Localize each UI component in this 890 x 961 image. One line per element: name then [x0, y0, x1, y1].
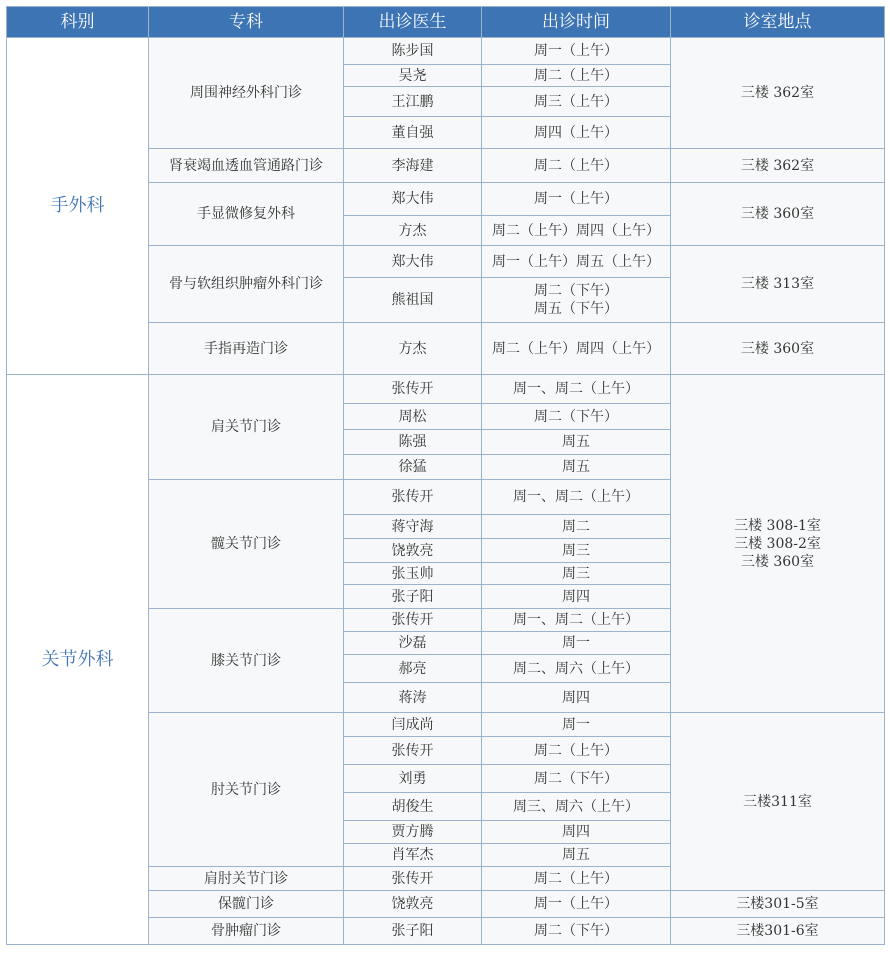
location-line: 三楼 308-1室: [734, 517, 821, 534]
time-cell: [482, 713, 671, 737]
doctor-cell: 张传开: [344, 480, 482, 515]
specialty-cell: 手指再造门诊: [149, 323, 344, 375]
doctor-cell: 饶敦亮: [344, 891, 482, 918]
time-line: 周一、周二（上午）: [513, 612, 639, 628]
time-cell: [482, 609, 671, 632]
time-cell: [482, 183, 671, 216]
time-line: 周五: [562, 434, 590, 450]
time-line: 周二（上午）周四（上午）: [492, 222, 660, 239]
time-cell: [482, 765, 671, 793]
specialty-cell: 肩关节门诊: [149, 375, 344, 480]
time-line: 周二（上午）: [534, 157, 618, 174]
time-line: 周三: [562, 542, 590, 559]
location-cell: [671, 149, 885, 183]
location-line: 三楼301-6室: [736, 923, 819, 939]
time-cell: [482, 539, 671, 563]
time-line: 周二（下午）: [534, 770, 618, 787]
time-line: 周四: [562, 824, 590, 840]
time-line: 周四: [562, 689, 590, 706]
time-line: 周三（上午）: [534, 93, 618, 110]
location-line: 三楼 313室: [740, 276, 815, 292]
header-specialty: 专科: [149, 7, 344, 38]
specialty-cell: 肘关节门诊: [149, 713, 344, 867]
time-cell: [482, 430, 671, 455]
time-cell: [482, 246, 671, 278]
specialty-cell: 周围神经外科门诊: [149, 38, 344, 149]
time-cell: [482, 216, 671, 246]
doctor-cell: 张传开: [344, 867, 482, 891]
header-time: 出诊时间: [482, 7, 671, 38]
location-line: 三楼 360室: [740, 206, 815, 222]
time-line: 周一、周二（上午）: [513, 381, 639, 397]
time-cell: [482, 683, 671, 713]
time-cell: [482, 655, 671, 683]
doctor-cell: 张传开: [344, 375, 482, 404]
doctor-cell: 贾方腾: [344, 821, 482, 844]
time-line: 周三、周六（上午）: [513, 798, 639, 815]
doctor-cell: 胡俊生: [344, 793, 482, 821]
doctor-cell: 郑大伟: [344, 183, 482, 216]
table-row: [7, 38, 885, 65]
location-cell: [671, 375, 885, 713]
doctor-cell: 李海建: [344, 149, 482, 183]
location-line: 三楼 360室: [740, 340, 815, 357]
time-line: 周二（下午）: [534, 283, 618, 299]
time-line: 周五: [562, 847, 590, 863]
header-location: 诊室地点: [671, 7, 885, 38]
doctor-cell: 王江鹏: [344, 87, 482, 117]
location-cell: [671, 38, 885, 149]
specialty-cell: 保髋门诊: [149, 891, 344, 918]
doctor-cell: 蒋涛: [344, 683, 482, 713]
doctor-cell: 张传开: [344, 609, 482, 632]
time-line: 周一: [562, 716, 590, 733]
time-cell: [482, 844, 671, 867]
time-cell: [482, 278, 671, 323]
time-cell: [482, 87, 671, 117]
time-line: 周一（上午）: [534, 896, 618, 912]
doctor-cell: 张子阳: [344, 585, 482, 609]
doctor-cell: 张玉帅: [344, 563, 482, 585]
time-line: 周五: [562, 459, 590, 475]
time-cell: [482, 375, 671, 404]
time-line: 周二（下午）: [534, 408, 618, 425]
time-cell: [482, 563, 671, 585]
doctor-cell: 吴尧: [344, 65, 482, 87]
location-cell: [671, 918, 885, 945]
time-cell: [482, 404, 671, 430]
department-cell: 手外科: [7, 38, 149, 375]
doctor-cell: 张传开: [344, 737, 482, 765]
location-cell: [671, 246, 885, 323]
doctor-cell: 张子阳: [344, 918, 482, 945]
time-line: 周一（上午）周五（上午）: [492, 253, 660, 270]
doctor-cell: 熊祖国: [344, 278, 482, 323]
doctor-cell: 刘勇: [344, 765, 482, 793]
time-line: 周二（上午）: [534, 67, 618, 84]
table-row: [7, 375, 885, 404]
doctor-cell: 郑大伟: [344, 246, 482, 278]
time-cell: [482, 632, 671, 655]
time-cell: [482, 480, 671, 515]
time-line: 周四（上午）: [534, 124, 618, 141]
specialty-cell: 骨与软组织肿瘤外科门诊: [149, 246, 344, 323]
time-cell: [482, 918, 671, 945]
time-cell: [482, 515, 671, 539]
header-department: 科别: [7, 7, 149, 38]
location-line: 三楼 362室: [740, 157, 815, 174]
specialty-cell: 骨肿瘤门诊: [149, 918, 344, 945]
location-line: 三楼 362室: [740, 85, 815, 101]
time-line: 周二: [562, 518, 590, 535]
time-cell: [482, 323, 671, 375]
department-cell: 关节外科: [7, 375, 149, 945]
doctor-cell: 沙磊: [344, 632, 482, 655]
specialty-cell: 肩肘关节门诊: [149, 867, 344, 891]
time-line: 周一、周二（上午）: [513, 489, 639, 505]
doctor-cell: 方杰: [344, 216, 482, 246]
time-cell: [482, 737, 671, 765]
time-line: 周二（下午）: [534, 923, 618, 939]
time-cell: [482, 585, 671, 609]
doctor-cell: 陈强: [344, 430, 482, 455]
header-row: [7, 7, 885, 38]
clinic-schedule-table: [6, 6, 885, 945]
doctor-cell: 蒋守海: [344, 515, 482, 539]
specialty-cell: 膝关节门诊: [149, 609, 344, 713]
location-line: 三楼301-5室: [736, 896, 819, 912]
specialty-cell: 手显微修复外科: [149, 183, 344, 246]
specialty-cell: 髋关节门诊: [149, 480, 344, 609]
location-cell: [671, 323, 885, 375]
time-cell: [482, 867, 671, 891]
time-line: 周一（上午）: [534, 43, 618, 59]
doctor-cell: 陈步国: [344, 38, 482, 65]
time-line: 周一: [562, 635, 590, 651]
location-line: 三楼311室: [743, 793, 812, 810]
time-line: 周二（上午）: [534, 742, 618, 759]
time-line: 周三: [562, 565, 590, 582]
doctor-cell: 周松: [344, 404, 482, 430]
doctor-cell: 董自强: [344, 117, 482, 149]
time-line: 周一（上午）: [534, 191, 618, 207]
doctor-cell: 闫成尚: [344, 713, 482, 737]
time-cell: [482, 455, 671, 480]
doctor-cell: 方杰: [344, 323, 482, 375]
doctor-cell: 饶敦亮: [344, 539, 482, 563]
time-line: 周二（上午）周四（上午）: [492, 340, 660, 357]
time-line: 周二、周六（上午）: [513, 660, 639, 677]
location-line: 三楼 308-2室: [734, 535, 821, 552]
time-line: 周二（上午）: [534, 870, 618, 887]
time-cell: [482, 117, 671, 149]
time-cell: [482, 65, 671, 87]
doctor-cell: 肖军杰: [344, 844, 482, 867]
time-line: 周五（下午）: [534, 301, 618, 317]
time-cell: [482, 793, 671, 821]
time-cell: [482, 891, 671, 918]
location-line: 三楼 360室: [740, 553, 815, 570]
doctor-cell: 郝亮: [344, 655, 482, 683]
header-doctor: 出诊医生: [344, 7, 482, 38]
time-cell: [482, 149, 671, 183]
time-cell: [482, 38, 671, 65]
location-cell: [671, 891, 885, 918]
doctor-cell: 徐猛: [344, 455, 482, 480]
location-cell: [671, 183, 885, 246]
time-line: 周四: [562, 588, 590, 605]
schedule-body: [7, 38, 885, 945]
time-cell: [482, 821, 671, 844]
location-cell: [671, 713, 885, 891]
specialty-cell: 肾衰竭血透血管通路门诊: [149, 149, 344, 183]
